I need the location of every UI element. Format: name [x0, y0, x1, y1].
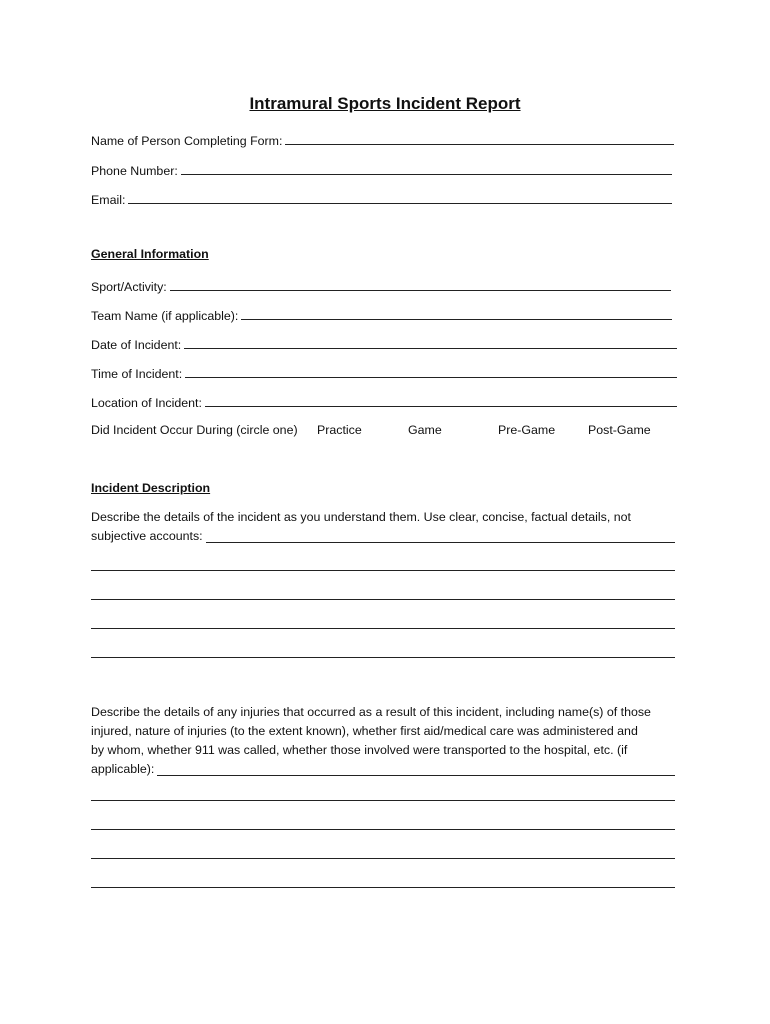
email-blank[interactable] — [128, 203, 672, 204]
incident-prompt-line-2 — [91, 527, 675, 546]
injury-blank-line[interactable] — [91, 829, 675, 830]
team-blank[interactable] — [241, 319, 672, 320]
date-label: Date of Incident: — [91, 338, 182, 352]
injury-prompt-text: applicable): — [91, 762, 155, 776]
injury-blank-first[interactable] — [157, 775, 675, 776]
injury-blank-line[interactable] — [91, 887, 675, 888]
injury-blank-line[interactable] — [91, 800, 675, 801]
sport-label: Sport/Activity: — [91, 280, 167, 294]
general-information-heading: General Information — [91, 247, 209, 261]
name-label: Name of Person Completing Form: — [91, 134, 283, 148]
option-game[interactable]: Game — [408, 423, 442, 437]
incident-blank-line[interactable] — [91, 657, 675, 658]
incident-blank-line[interactable] — [91, 599, 675, 600]
option-post-game[interactable]: Post-Game — [588, 423, 651, 437]
incident-blank-line[interactable] — [91, 628, 675, 629]
page-title: Intramural Sports Incident Report — [249, 94, 521, 113]
incident-prompt — [91, 508, 675, 546]
time-blank[interactable] — [185, 377, 677, 378]
phone-field-row — [91, 160, 672, 178]
option-pre-game[interactable]: Pre-Game — [498, 423, 556, 437]
name-blank[interactable] — [285, 144, 674, 145]
option-practice[interactable]: Practice — [317, 423, 362, 437]
incident-blank-line[interactable] — [91, 570, 675, 571]
location-field-row — [91, 392, 677, 410]
team-label: Team Name (if applicable): — [91, 309, 239, 323]
location-blank[interactable] — [205, 406, 677, 407]
injury-blank-line[interactable] — [91, 858, 675, 859]
name-field-row — [91, 130, 674, 148]
time-label: Time of Incident: — [91, 367, 183, 381]
injury-prompt-line-3: by whom, whether 911 was called, whether those involved were transported to the hospital, etc. (if — [91, 743, 628, 757]
incident-prompt-line-1: Describe the details of the incident as you understand them. Use clear, concise, factual details, not — [91, 510, 631, 524]
email-label: Email: — [91, 193, 126, 207]
team-field-row — [91, 305, 672, 323]
incident-description-heading: Incident Description — [91, 481, 211, 495]
injury-prompt-line-1: Describe the details of any injuries that occurred as a result of this incident, including name(s) of those — [91, 705, 651, 719]
occur-label: Did Incident Occur During (circle one) — [91, 423, 298, 437]
incident-blank-first[interactable] — [206, 542, 675, 543]
email-field-row — [91, 189, 672, 207]
sport-blank[interactable] — [170, 290, 671, 291]
location-label: Location of Incident: — [91, 396, 202, 410]
date-field-row — [91, 334, 677, 352]
incident-prompt-text: subjective accounts: — [91, 529, 203, 543]
date-blank[interactable] — [184, 348, 677, 349]
phone-label: Phone Number: — [91, 164, 178, 178]
time-field-row — [91, 363, 677, 381]
sport-field-row — [91, 276, 671, 294]
phone-blank[interactable] — [181, 174, 672, 175]
injury-prompt-line-4 — [91, 760, 675, 779]
injury-prompt — [91, 703, 675, 779]
injury-prompt-line-2: injured, nature of injuries (to the extent known), whether first aid/medical care was administered and — [91, 724, 638, 738]
